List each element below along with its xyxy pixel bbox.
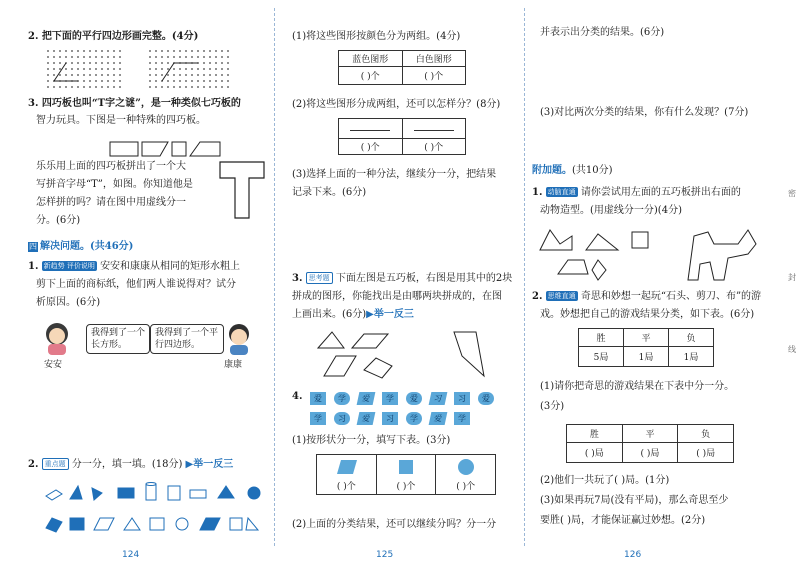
page-126 [530, 0, 770, 566]
page-number-126: 126 [624, 550, 642, 560]
word-tile: 爱 [357, 412, 376, 425]
q4-number: 4. [292, 391, 303, 402]
page-number-124: 124 [122, 550, 140, 560]
e2-badge: 思维直通 [547, 292, 576, 300]
tb-head-draw: 平 [622, 425, 678, 443]
e2-line-2: 戏。妙想把自己的游戏结果分类，如下表。(6分) [540, 309, 755, 320]
q2-part-3-line-1: (3)选择上面的一种分法，继续分一分，把结果 [292, 169, 497, 180]
e1-badge: 动脑直通 [547, 188, 576, 196]
ta-cell-lose: 1局 [669, 347, 714, 367]
custom-group-table [338, 118, 466, 155]
t2-blank-2[interactable] [402, 119, 466, 139]
e2-part-3-line-1: (3)如果再玩7局(没有平局)，那么奇思至少 [540, 495, 729, 506]
ta-cell-draw: 1局 [624, 347, 669, 367]
e1-line-1: 1. 动脑直通 请你尝试用左面的五巧板拼出右面的 [532, 187, 741, 198]
e1-line-2: 动物造型。(用虚线分一分)(4分) [540, 205, 682, 216]
q2-part-3-line-2: 记录下来。(6分) [292, 187, 367, 198]
q3-line-3: 乐乐用上面的四巧板拼出了一个大 [36, 161, 186, 172]
name-kangkang: 康康 [224, 360, 243, 370]
shape-count-cell-1[interactable]: ( )个 [336, 482, 356, 492]
extra-section-heading: 附加题。(共10分) [532, 165, 613, 176]
section-number-badge: 四 [29, 242, 37, 251]
word-tile: 爱 [310, 392, 326, 405]
letter-t-figure [218, 160, 266, 220]
page-125 [282, 0, 522, 566]
q3-badge: 思考题 [306, 272, 333, 284]
word-tile: 习 [429, 392, 448, 405]
q2b-heading: 2. 重点题 分一分，填一填。(18分) ▶举一反三 [28, 459, 234, 470]
word-tile: 爱 [357, 392, 376, 405]
section-heading: 四 解决问题。(共46分) [29, 241, 134, 252]
shape-count-cell-2[interactable]: ( )个 [396, 482, 416, 492]
q3-line-1: 3. 思考题 下面左图是五巧板，右图是用其中的2块 [292, 273, 513, 284]
ta-head-lose: 负 [669, 329, 714, 347]
e2-part-3-line-2: 要胜( )局，才能保证赢过妙想。(2分) [540, 515, 706, 526]
seal-mark-1: 密 [788, 189, 796, 198]
e2-line-1: 2. 思维直通 奇思和妙想一起玩“石头、剪刀、布”的游 [532, 291, 762, 302]
tb-head-lose: 负 [678, 425, 734, 443]
shape-count-cell-3[interactable]: ( )个 [456, 482, 476, 492]
tb-cell-draw[interactable]: ( )局 [622, 443, 678, 463]
q3-line-2: 智力玩具。下图是一种特殊的四巧板。 [36, 115, 206, 126]
page-124 [0, 0, 270, 566]
q3-line-3: 上画出来。(6分)▶举一反三 [292, 309, 414, 320]
ta-head-draw: 平 [624, 329, 669, 347]
t2-cell-1[interactable]: ( )个 [339, 139, 403, 155]
seal-mark-2: 封 [788, 273, 796, 282]
color-group-table [338, 50, 466, 85]
t1-cell-white[interactable]: ( )个 [402, 67, 466, 85]
speech-bubble-left: 我得到了一个长方形。 [86, 324, 150, 354]
word-tile: 习 [454, 392, 470, 405]
word-tiles-row-1 [310, 392, 510, 406]
page-divider-2 [524, 8, 525, 546]
name-anan: 安安 [44, 360, 63, 370]
q3-line-5: 怎样拼的吗？请在图中用虚线分一 [36, 197, 186, 208]
q1-line-1: 1. 新趋势 评价说明 安安和康康从相同的矩形水粗上 [28, 261, 241, 272]
q2b-practice-link[interactable]: ▶举一反三 [185, 459, 234, 470]
q3-line-1: 3. 四巧板也叫“T字之谜”，是一种类似七巧板的 [28, 98, 241, 109]
q4-part-2: (2)上面的分类结果，还可以继续分吗？分一分 [292, 519, 497, 530]
speech-bubble-right: 我得到了一个平行四边形。 [150, 324, 224, 354]
shapes-collection-figure [40, 480, 264, 538]
q3-line-2: 拼成的图形，你能找出是由哪两块拼成的，在图 [292, 291, 502, 302]
t2-cell-2[interactable]: ( )个 [402, 139, 466, 155]
shape-count-table [316, 454, 496, 495]
t1-cell-blue[interactable]: ( )个 [339, 67, 403, 85]
shape-col-parallelogram [317, 455, 377, 495]
word-tile: 学 [334, 392, 350, 405]
five-piece-puzzle-figure [312, 326, 502, 382]
continuation-line: 并表示出分类的结果。(6分) [540, 27, 665, 38]
q2-parallelogram-question: 2. 把下面的平行四边形画完整。(4分) [28, 31, 199, 42]
q3-line-6: 分。(6分) [36, 215, 81, 226]
word-tile: 爱 [429, 412, 448, 425]
e2-part-1-line-2: (3分) [540, 401, 565, 412]
shape-col-circle [436, 455, 496, 495]
boy-avatar [222, 320, 256, 356]
word-tile: 学 [382, 392, 398, 405]
q2b-badge: 重点题 [42, 458, 69, 470]
word-tile: 习 [382, 412, 398, 425]
t2-blank-1[interactable] [339, 119, 403, 139]
tb-cell-win[interactable]: ( )局 [567, 443, 623, 463]
word-tile: 学 [454, 412, 470, 425]
q3-practice-link[interactable]: ▶举一反三 [366, 309, 414, 320]
word-tile: 习 [334, 412, 350, 425]
ta-cell-win: 5局 [579, 347, 624, 367]
q1-badge: 新趋势 评价说明 [43, 262, 95, 270]
e2-part-1-line-1: (1)请你把奇思的游戏结果在下表中分一分。 [540, 381, 735, 392]
dot-grid-figure [45, 48, 235, 92]
q4-part-1: (1)按形状分一分，填写下表。(3分) [292, 435, 451, 446]
miaoxiang-result-table [578, 328, 714, 367]
q1-line-3: 析原因。(6分) [36, 297, 101, 308]
qisi-result-table [566, 424, 734, 463]
t1-header-white: 白色图形 [402, 51, 466, 67]
q1-line-2: 剪下上面的商标纸，他们两人谁说得对？试分 [36, 279, 236, 290]
page-divider-1 [274, 8, 275, 546]
word-tile: 爱 [406, 392, 422, 405]
square-icon [391, 458, 421, 476]
q2-part-2: (2)将这些图形分成两组，还可以怎样分？(8分) [292, 99, 501, 110]
word-tile: 爱 [478, 392, 494, 405]
page-number-125: 125 [376, 550, 394, 560]
tb-head-win: 胜 [567, 425, 623, 443]
word-tiles-row-2 [310, 412, 510, 426]
ta-head-win: 胜 [579, 329, 624, 347]
seal-mark-3: 线 [788, 345, 796, 354]
four-piece-puzzle-figure [108, 136, 228, 162]
word-tile: 学 [406, 412, 422, 425]
shape-col-square [376, 455, 436, 495]
word-tile: 学 [310, 412, 326, 425]
q3-line-4: 写拼音字母“T”，如图。你知道他是 [36, 179, 193, 190]
tb-cell-lose[interactable]: ( )局 [678, 443, 734, 463]
circle-icon [451, 458, 481, 476]
girl-avatar [40, 320, 74, 356]
parallelogram-icon [331, 458, 361, 476]
e2-part-2: (2)他们一共玩了( )局。(1分) [540, 475, 670, 486]
q2-part-1: (1)将这些图形按颜色分为两组。(4分) [292, 31, 461, 42]
t1-header-blue: 蓝色图形 [339, 51, 403, 67]
q4-part-3: (3)对比两次分类的结果，你有什么发现？(7分) [540, 107, 749, 118]
animal-puzzle-figure [538, 224, 768, 284]
